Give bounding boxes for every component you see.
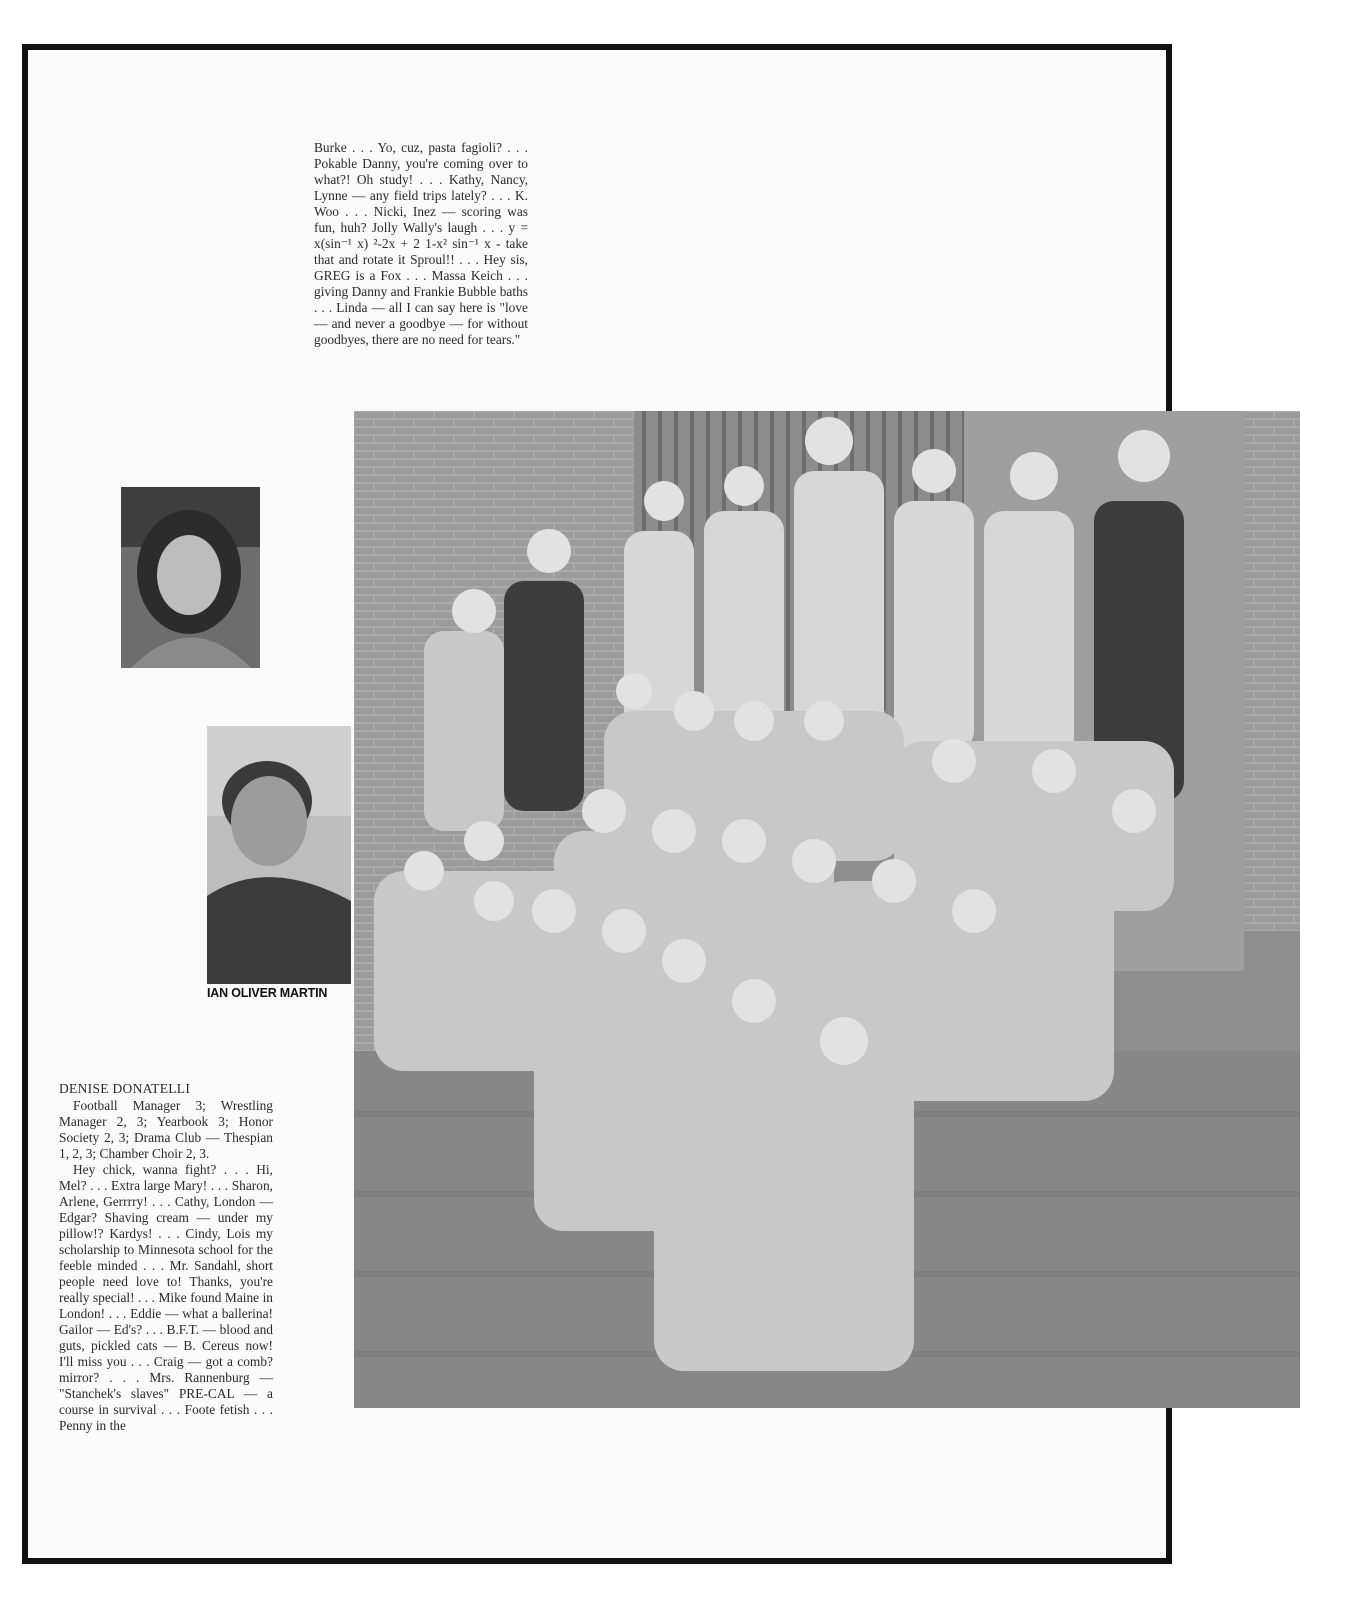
bio-activities: Football Manager 3; Wrestling Manager 2, 3; Yearbook 3; Honor Society 2, 3; Drama Club — Thespian 1, 2, 3; Chamber Choir 2, 3.: [59, 1098, 273, 1161]
ian-oliver-martin-portrait-photo: [207, 726, 351, 984]
portrait-caption: IAN OLIVER MARTIN: [207, 986, 328, 1000]
student-portrait-photo: [121, 487, 260, 668]
bio-student-name: DENISE DONATELLI: [59, 1081, 191, 1096]
bio-text-block: [59, 1098, 273, 1434]
top-text-block: Burke . . . Yo, cuz, pasta fagioli? . . . Pokable Danny, you're coming over to what?! Oh study! . . . Kathy, Nancy, Lynne — any field trips lately? . . . K. Woo . . . Nicki, Inez — scoring was fun, huh? Jolly Wally's laugh . . . y = x(sin⁻¹ x) ²-2x + 2 1-x² sin⁻¹ x - take that and rotate it Sproul!! . . . Hey sis, GREG is a Fox . . . Massa Keich . . . giving Danny and Frankie Bubble baths . . . Linda — all I can say here is "love — and never a goodbye — for without goodbyes, there are no need for tears.": [314, 140, 528, 347]
group-photo: [354, 411, 1300, 1408]
bio-message: Hey chick, wanna fight? . . . Hi, Mel? . . . Extra large Mary! . . . Sharon, Arlene, Gerrrry! . . . Cathy, London — Edgar? Shaving cream — under my pillow!? Kardys! . . . Cindy, Lois my scholarship to Minnesota school for the feeble minded . . . Mr. Sandahl, short people need love to! Thanks, you're really special! . . . Mike found Maine in London! . . . Eddie — what a ballerina! Gailor — Ed's? . . . B.F.T. — blood and guts, pickled cats — B. Cereus now! I'll miss you . . . Craig — got a comb? mirror? . . . Mrs. Rannenburg — "Stanchek's slaves" PRE-CAL — a course in survival . . . Foote fetish . . . Penny in the: [59, 1162, 273, 1433]
